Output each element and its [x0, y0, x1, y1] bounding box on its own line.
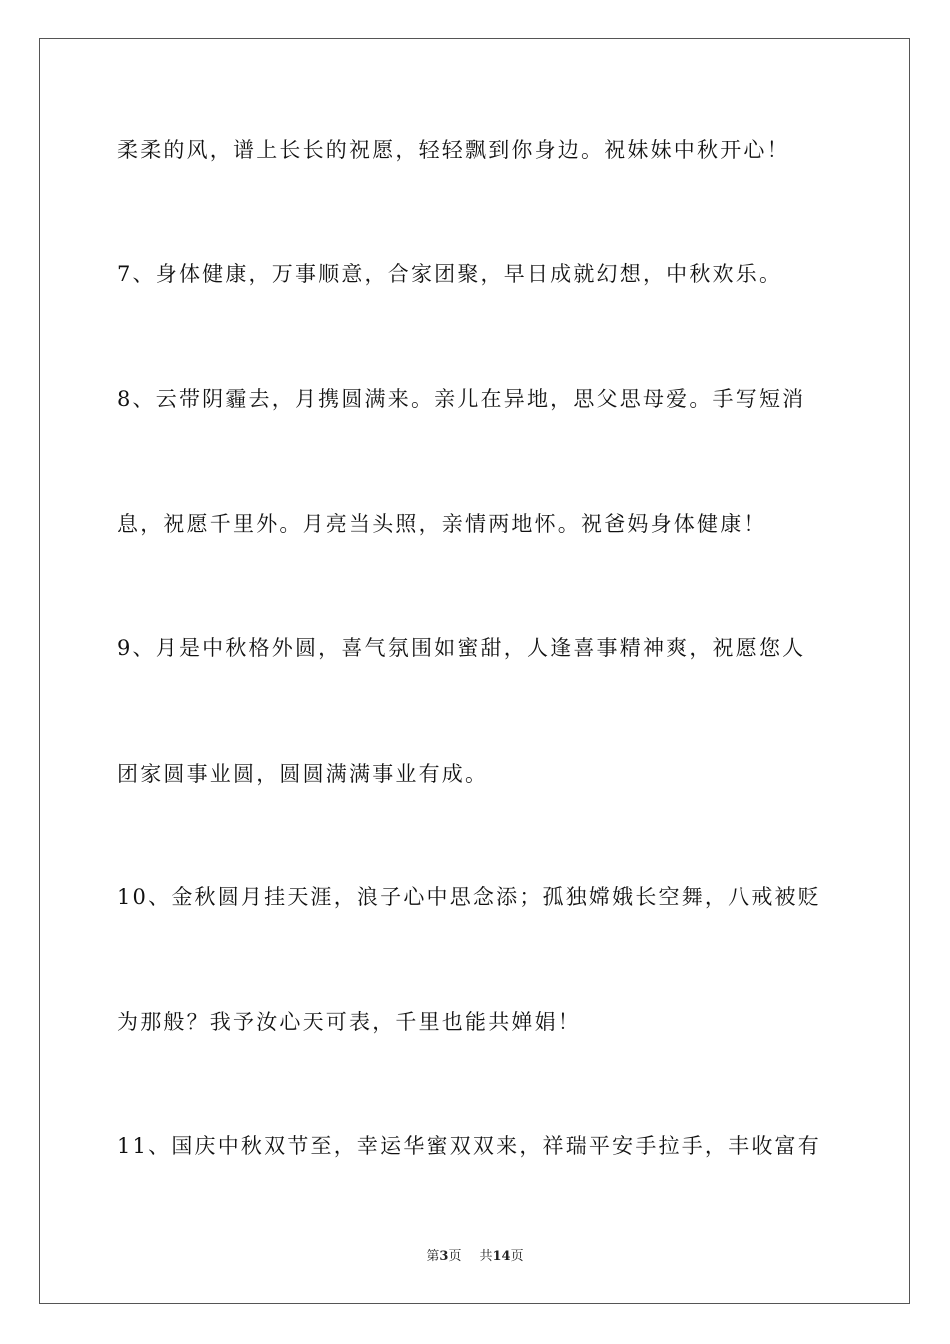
text-line-1: 柔柔的风，谱上长长的祝愿，轻轻飘到你身边。祝妹妹中秋开心！: [117, 138, 790, 162]
page-number: 3: [439, 1249, 449, 1264]
text-line-9: 11、国庆中秋双节至，幸运华蜜双双来，祥瑞平安手拉手，丰收富有: [117, 1134, 821, 1158]
total-pages: 14: [492, 1249, 511, 1264]
text-line-6: 团家圆事业圆，圆圆满满事业有成。: [117, 762, 489, 786]
text-line-3: 8、云带阴霾去，月携圆满来。亲儿在异地，思父思母爱。手写短消: [117, 387, 806, 411]
text-line-8: 为那般？我予汝心天可表，千里也能共婵娟！: [117, 1010, 581, 1034]
total-prefix: 共: [479, 1249, 493, 1264]
text-line-4: 息，祝愿千里外。月亮当头照，亲情两地怀。祝爸妈身体健康！: [117, 512, 767, 536]
total-suffix: 页: [510, 1249, 524, 1264]
page-border: [39, 38, 910, 1304]
page-suffix: 页: [448, 1249, 462, 1264]
page-footer: [0, 1248, 950, 1266]
text-line-5: 9、月是中秋格外圆，喜气氛围如蜜甜，人逢喜事精神爽，祝愿您人: [117, 636, 806, 660]
text-line-2: 7、身体健康，万事顺意，合家团聚，早日成就幻想，中秋欢乐。: [117, 262, 783, 286]
text-line-7: 10、金秋圆月挂天涯，浪子心中思念添；孤独嫦娥长空舞，八戒被贬: [117, 885, 821, 909]
page-prefix: 第: [426, 1249, 440, 1264]
